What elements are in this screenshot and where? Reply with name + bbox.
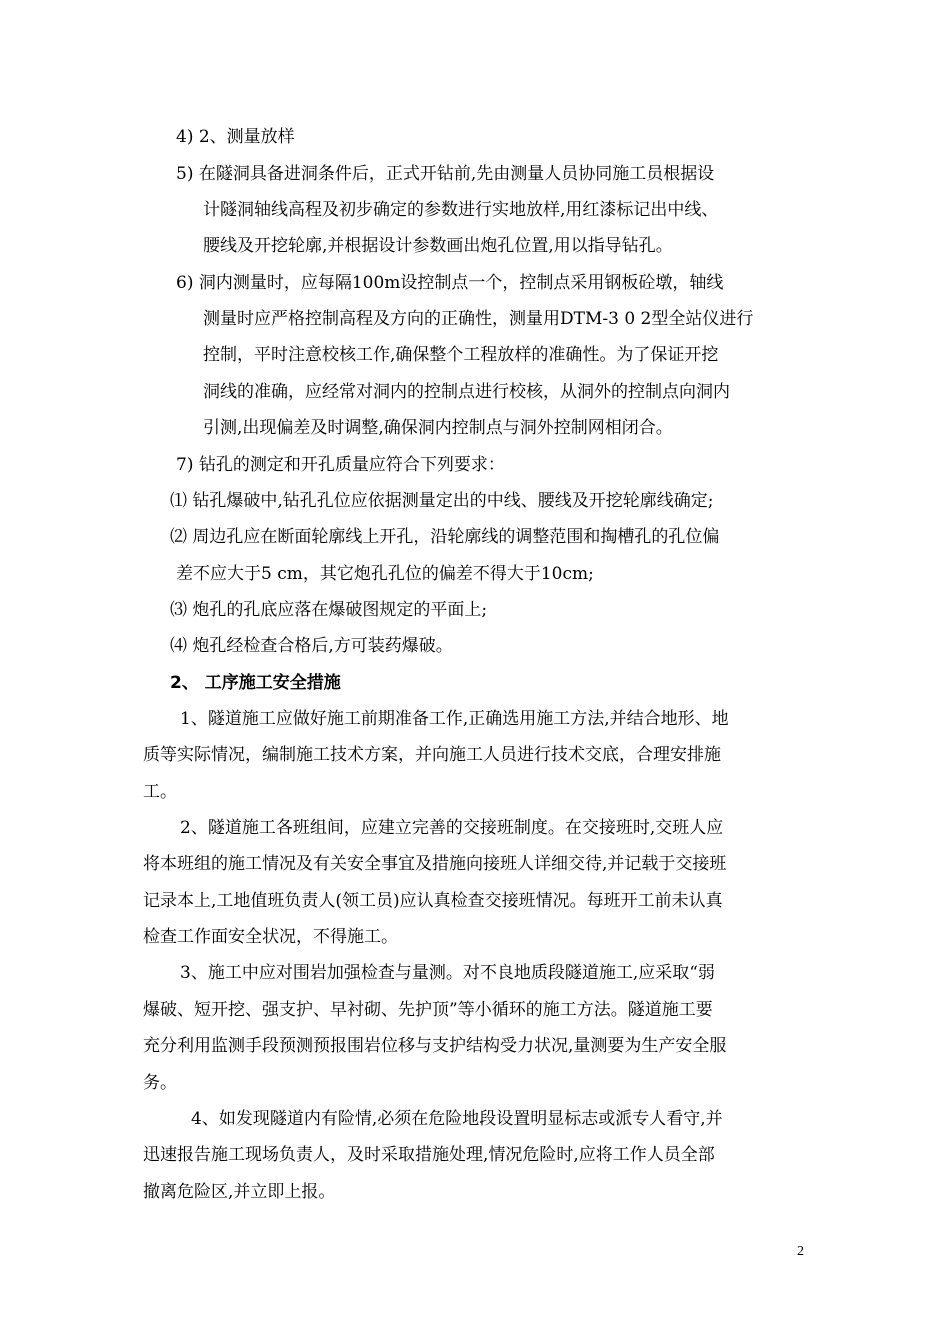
section-heading: 2、 工序施工安全措施: [170, 673, 341, 693]
list-item-5-cont: 腰线及开挖轮廓,并根据设计参数画出炮孔位置,用以指导钻孔。: [203, 236, 673, 256]
list-item-6-cont: 引测,出现偏差及时调整,确保洞内控制点与洞外控制网相闭合。: [203, 418, 673, 438]
list-item-6: 6) 洞内测量时，应每隔100m设控制点一个，控制点采用钢板砼墩，轴线: [176, 273, 724, 293]
paragraph-3-cont: 爆破、短开挖、强支护、早衬砌、先护顶”等小循环的施工方法。隧道施工要: [143, 1000, 713, 1020]
sub-item-4: ⑷ 炮孔经检查合格后,方可装药爆破。: [170, 636, 453, 656]
paragraph-1-cont: 工。: [143, 782, 177, 802]
sub-item-2: ⑵ 周边孔应在断面轮廓线上开孔，沿轮廓线的调整范围和掏槽孔的孔位偏: [170, 527, 720, 547]
list-item-6-cont: 测量时应严格控制高程及方向的正确性，测量用DTM-3 0 2型全站仪进行: [203, 309, 754, 329]
paragraph-3-cont: 充分利用监测手段预测预报围岩位移与支护结构受力状况,量测要为生产安全服: [143, 1036, 727, 1056]
paragraph-1-cont: 质等实际情况，编制施工技术方案，并向施工人员进行技术交底，合理安排施: [143, 745, 721, 765]
paragraph-1: 1、隧道施工应做好施工前期准备工作,正确选用施工方法,并结合地形、地: [180, 709, 729, 729]
list-item-6-cont: 洞线的准确，应经常对洞内的控制点进行校核，从洞外的控制点向洞内: [203, 382, 730, 402]
paragraph-3-cont: 务。: [143, 1073, 177, 1093]
paragraph-4: 4、如发现隧道内有险情,必须在危险地段设置明显标志或派专人看守,并: [191, 1109, 723, 1129]
sub-item-1: ⑴ 钻孔爆破中,钻孔孔位应依据测量定出的中线、腰线及开挖轮廓线确定;: [170, 491, 714, 511]
list-item-4: 4) 2、测量放样: [176, 127, 295, 147]
paragraph-4-cont: 迅速报告施工现场负责人，及时采取措施处理,情况危险时,应将工作人员全部: [143, 1145, 715, 1165]
list-item-7: 7) 钻孔的测定和开孔质量应符合下列要求：: [176, 455, 505, 475]
list-item-5: 5) 在隧洞具备进洞条件后，正式开钻前,先由测量人员协同施工员根据设: [176, 164, 715, 184]
sub-item-2-cont: 差不应大于5 cm，其它炮孔孔位的偏差不得大于10cm;: [176, 564, 594, 584]
paragraph-4-cont: 撤离危险区,并立即上报。: [143, 1182, 336, 1202]
page-number: 2: [797, 1244, 804, 1259]
paragraph-2-cont: 记录本上,工地值班负责人(领工员)应认真检查交接班情况。每班开工前未认真: [143, 891, 723, 911]
list-item-5-cont: 计隧洞轴线高程及初步确定的参数进行实地放样,用红漆标记出中线、: [203, 200, 719, 220]
paragraph-2-cont: 将本班组的施工情况及有关安全事宜及措施向接班人详细交待,并记载于交接班: [143, 854, 727, 874]
sub-item-3: ⑶ 炮孔的孔底应落在爆破图规定的平面上;: [170, 600, 488, 620]
paragraph-3: 3、施工中应对围岩加强检查与量测。对不良地质段隧道施工,应采取“弱: [180, 963, 715, 983]
paragraph-2: 2、隧道施工各班组间，应建立完善的交接班制度。在交接班时,交班人应: [180, 818, 724, 838]
list-item-6-cont: 控制，平时注意校核工作,确保整个工程放样的准确性。为了保证开挖: [203, 345, 719, 365]
paragraph-2-cont: 检查工作面安全状况，不得施工。: [143, 927, 398, 947]
